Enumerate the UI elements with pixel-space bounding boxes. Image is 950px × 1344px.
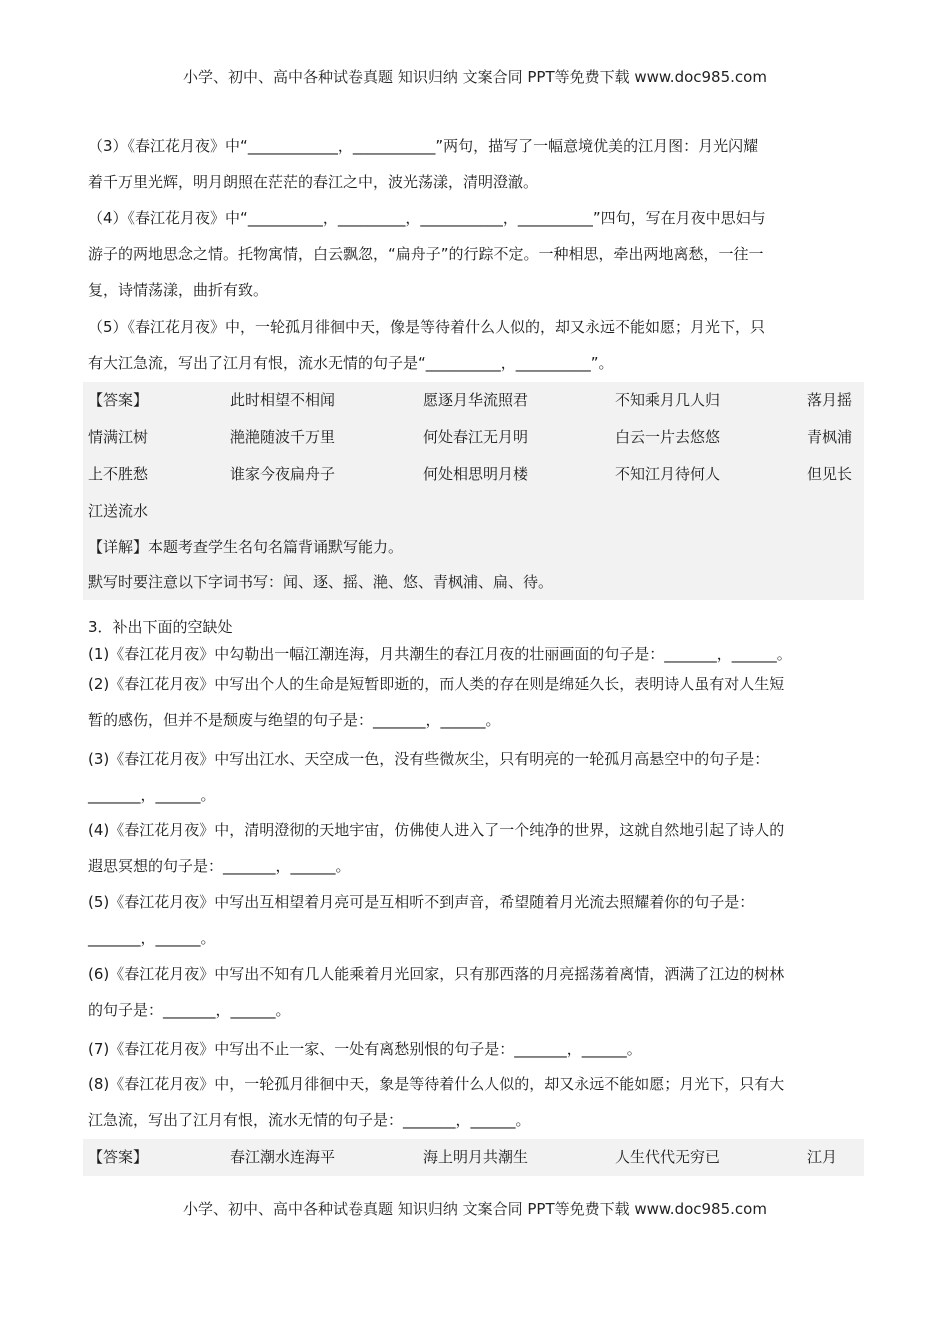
answer-row: [83, 1139, 864, 1176]
answer-label: 【答案】: [88, 1148, 149, 1166]
text-line: 的句子是：_______，______。: [88, 1001, 291, 1019]
q2-item-3: [88, 128, 864, 200]
answer-cell: 上不胜愁: [88, 465, 149, 483]
answer-cell: 人生代代无穷已: [615, 1148, 721, 1166]
answer-cell: 青枫浦: [807, 428, 853, 446]
text-line: (6)《春江花月夜》中写出不知有几人能乘着月光回家，只有那西落的月亮摇荡着离情，洒满了江边的树林: [88, 965, 785, 983]
q3-item-5: [88, 884, 864, 956]
answer-cell: 不知江月待何人: [615, 465, 721, 483]
answer-cell: 江送流水: [88, 502, 149, 520]
text-line: _______，______。: [88, 786, 216, 804]
answer-cell: 江月: [807, 1148, 838, 1166]
text-line: (3)《春江花月夜》中写出江水、天空成一色，没有些微灰尘，只有明亮的一轮孤月高悬空中的句子是：: [88, 750, 770, 768]
text-line: 遐思冥想的句子是：_______，______。: [88, 857, 351, 875]
q3-item-7: [88, 1031, 864, 1067]
text-line: 江急流，写出了江月有恨，流水无情的句子是：_______，______。: [88, 1111, 531, 1129]
q2-item-5: [88, 309, 864, 381]
question-3-title: 3．补出下面的空缺处: [88, 618, 233, 636]
answer-detail: 默写时要注意以下字词书写：闻、逐、摇、滟、悠、青枫浦、扁、待。: [88, 573, 554, 591]
text-line: (4)《春江花月夜》中，清明澄彻的天地宇宙，仿佛使人进入了一个纯净的世界，这就自然地引起了诗人的: [88, 821, 785, 839]
text-line: (1)《春江花月夜》中勾勒出一幅江潮连海，月共潮生的春江月夜的壮丽画面的句子是：_______，______。: [88, 645, 792, 663]
answer-cell: 滟滟随波千万里: [230, 428, 336, 446]
text-line: (7)《春江花月夜》中写出不止一家、一处有离愁别恨的句子是：_______，______。: [88, 1040, 642, 1058]
answer-cell: 白云一片去悠悠: [615, 428, 721, 446]
page-header: 小学、初中、高中各种试卷真题 知识归纳 文案合同 PPT等免费下载 www.doc985.com: [183, 68, 767, 86]
answer-cell: 何处相思明月楼: [423, 465, 529, 483]
answer-cell: 落月摇: [807, 391, 853, 409]
answer-cell: 何处春江无月明: [423, 428, 529, 446]
answer-cell: 但见长: [807, 465, 853, 483]
answer-cell: 谁家今夜扁舟子: [230, 465, 336, 483]
answer-cell: 春江潮水连海平: [230, 1148, 336, 1166]
q3-item-4: [88, 812, 864, 884]
answer-cell: 海上明月共潮生: [423, 1148, 529, 1166]
text-line: 有大江急流，写出了江月有恨，流水无情的句子是“__________，__________”。: [88, 354, 614, 372]
answer-cell: 愿逐月华流照君: [423, 391, 529, 409]
q3-item-3: [88, 741, 864, 813]
text-line: 复，诗情荡漾，曲折有致。: [88, 281, 269, 299]
answer-label: 【答案】: [88, 391, 149, 409]
text-line: (2)《春江花月夜》中写出个人的生命是短暂即逝的，而人类的存在则是绵延久长，表明诗人虽有对人生短: [88, 675, 785, 693]
q3-item-8: [88, 1066, 864, 1138]
answer-detail: 【详解】本题考查学生名句名篇背诵默写能力。: [88, 538, 404, 556]
answer-row: [83, 382, 864, 419]
text-line: （4）《春江花月夜》中“__________，_________，___________，__________”四句，写在月夜中思妇与: [88, 209, 766, 227]
q2-item-4: [88, 200, 864, 308]
text-line: (5)《春江花月夜》中写出互相望着月亮可是互相听不到声音，希望随着月光流去照耀着你的句子是：: [88, 893, 755, 911]
q3-item-2: [88, 666, 864, 738]
q2-answer-box: [83, 382, 864, 600]
answer-cell: 情满江树: [88, 428, 149, 446]
answer-row: [83, 456, 864, 493]
text-line: 暂的感伤，但并不是颓废与绝望的句子是：_______，______。: [88, 711, 501, 729]
answer-cell: 此时相望不相闻: [230, 391, 336, 409]
text-line: （3）《春江花月夜》中“____________，___________”两句，描写了一幅意境优美的江月图：月光闪耀: [88, 137, 759, 155]
text-line: （5）《春江花月夜》中，一轮孤月徘徊中天，像是等待着什么人似的，却又永远不能如愿；月光下，只: [88, 318, 766, 336]
q3-answer-box: [83, 1139, 864, 1176]
page-footer: 小学、初中、高中各种试卷真题 知识归纳 文案合同 PPT等免费下载 www.doc985.com: [183, 1200, 767, 1218]
text-line: 着千万里光辉，明月朗照在茫茫的春江之中，波光荡漾，清明澄澈。: [88, 173, 539, 191]
text-line: (8)《春江花月夜》中，一轮孤月徘徊中天，象是等待着什么人似的，却又永远不能如愿；月光下，只有大: [88, 1075, 785, 1093]
text-line: 游子的两地思念之情。托物寓情，白云飘忽，“扁舟子”的行踪不定。一种相思，牵出两地离愁，一往一: [88, 245, 764, 263]
q3-item-6: [88, 956, 864, 1028]
answer-cell: 不知乘月几人归: [615, 391, 721, 409]
answer-row: [83, 493, 864, 530]
answer-row: [83, 419, 864, 456]
text-line: _______，______。: [88, 929, 216, 947]
